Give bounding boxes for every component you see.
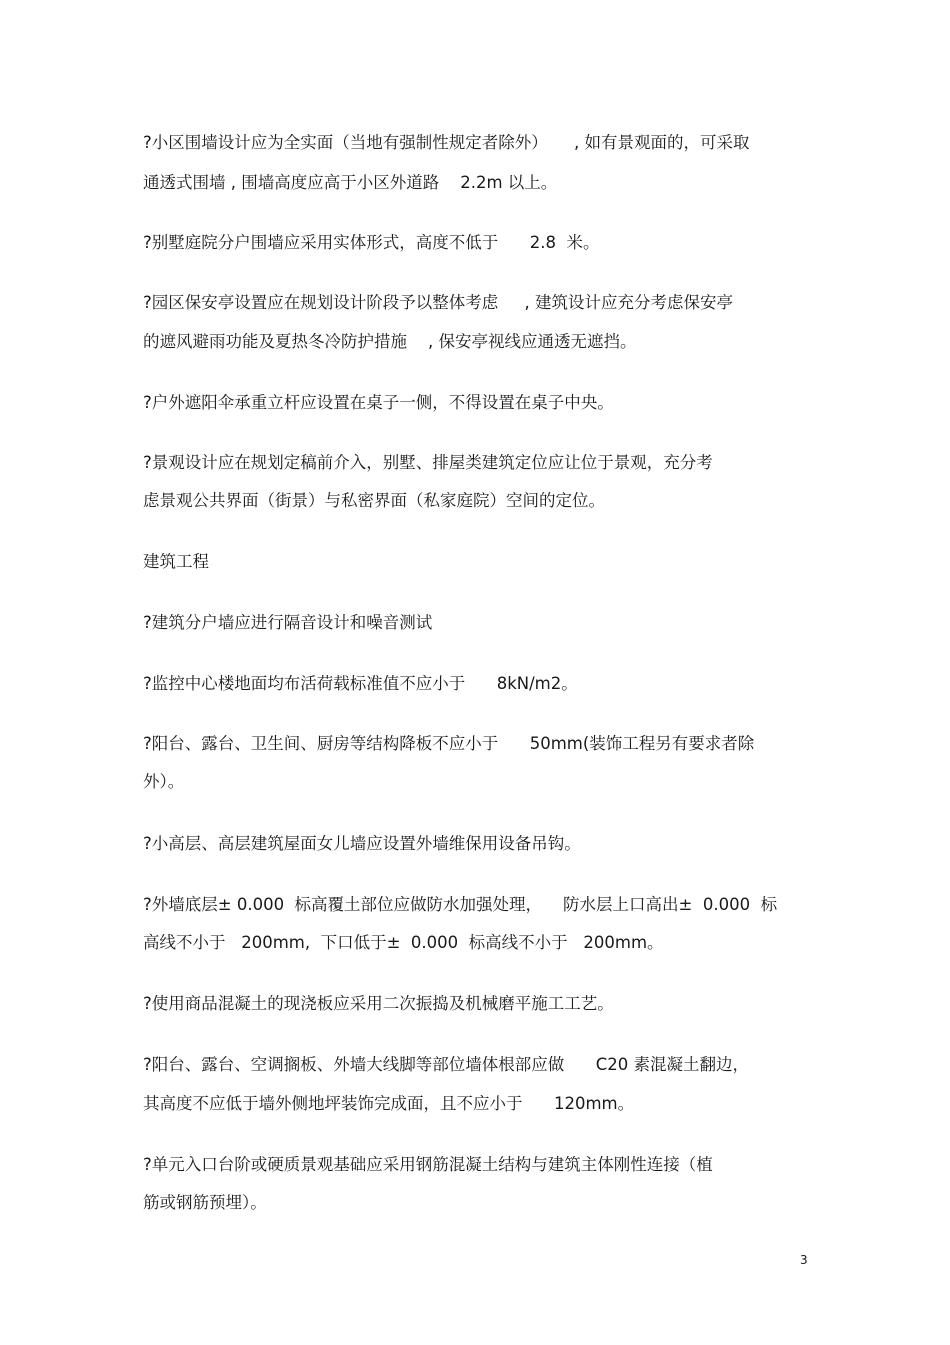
text-line: ?监控中心楼地面均布活荷载标准值不应小于 8kN/m2。 — [143, 674, 578, 693]
text-line: ?户外遮阳伞承重立杆应设置在桌子一侧，不得设置在桌子中央。 — [143, 393, 614, 412]
text-line: 通透式围墙 , 围墙高度应高于小区外道路 2.2m 以上。 — [143, 173, 558, 192]
text-line: ?建筑分户墙应进行隔音设计和噪音测试 — [143, 613, 433, 632]
text-line: ?使用商品混凝土的现浇板应采用二次振捣及机械磨平施工工艺。 — [143, 994, 614, 1013]
text-line: ?景观设计应在规划定稿前介入，别墅、排屋类建筑定位应让位于景观，充分考 — [143, 453, 713, 472]
text-line: ?阳台、露台、空调搁板、外墙大线脚等部位墙体根部应做 C20 素混凝土翻边， — [143, 1055, 749, 1074]
text-line: 的遮风避雨功能及夏热冬冷防护措施 , 保安亭视线应通透无遮挡。 — [143, 332, 637, 351]
text-line: ?外墙底层± 0.000 标高覆土部位应做防水加强处理， 防水层上口高出± 0.000 标 — [143, 895, 778, 914]
text-line: 外）。 — [143, 772, 185, 791]
text-line: ?小区围墙设计应为全实面（当地有强制性规定者除外） , 如有景观面的，可采取 — [143, 133, 750, 152]
text-line: 筋或钢筋预埋）。 — [143, 1193, 267, 1212]
text-line: ?小高层、高层建筑屋面女儿墙应设置外墙维保用设备吊钩。 — [143, 834, 581, 853]
text-line: ?单元入口台阶或硬质景观基础应采用钢筋混凝土结构与建筑主体刚性连接（植 — [143, 1155, 713, 1174]
text-line: 高线不小于 200mm, 下口低于± 0.000 标高线不小于 200mm。 — [143, 933, 664, 952]
text-line: ?园区保安亭设置应在规划设计阶段予以整体考虑 , 建筑设计应充分考虑保安亭 — [143, 293, 733, 312]
text-line: 虑景观公共界面（街景）与私密界面（私家庭院）空间的定位。 — [143, 491, 605, 510]
section-heading: 建筑工程 — [143, 552, 209, 571]
text-line: 其高度不应低于墙外侧地坪装饰完成面，且不应小于 120mm。 — [143, 1094, 635, 1113]
text-line: ?阳台、露台、卫生间、厨房等结构降板不应小于 50mm(装饰工程另有要求者除 — [143, 734, 755, 753]
text-line: ?别墅庭院分户围墙应采用实体形式，高度不低于 2.8 米。 — [143, 233, 600, 252]
page-number: 3 — [800, 1253, 808, 1267]
